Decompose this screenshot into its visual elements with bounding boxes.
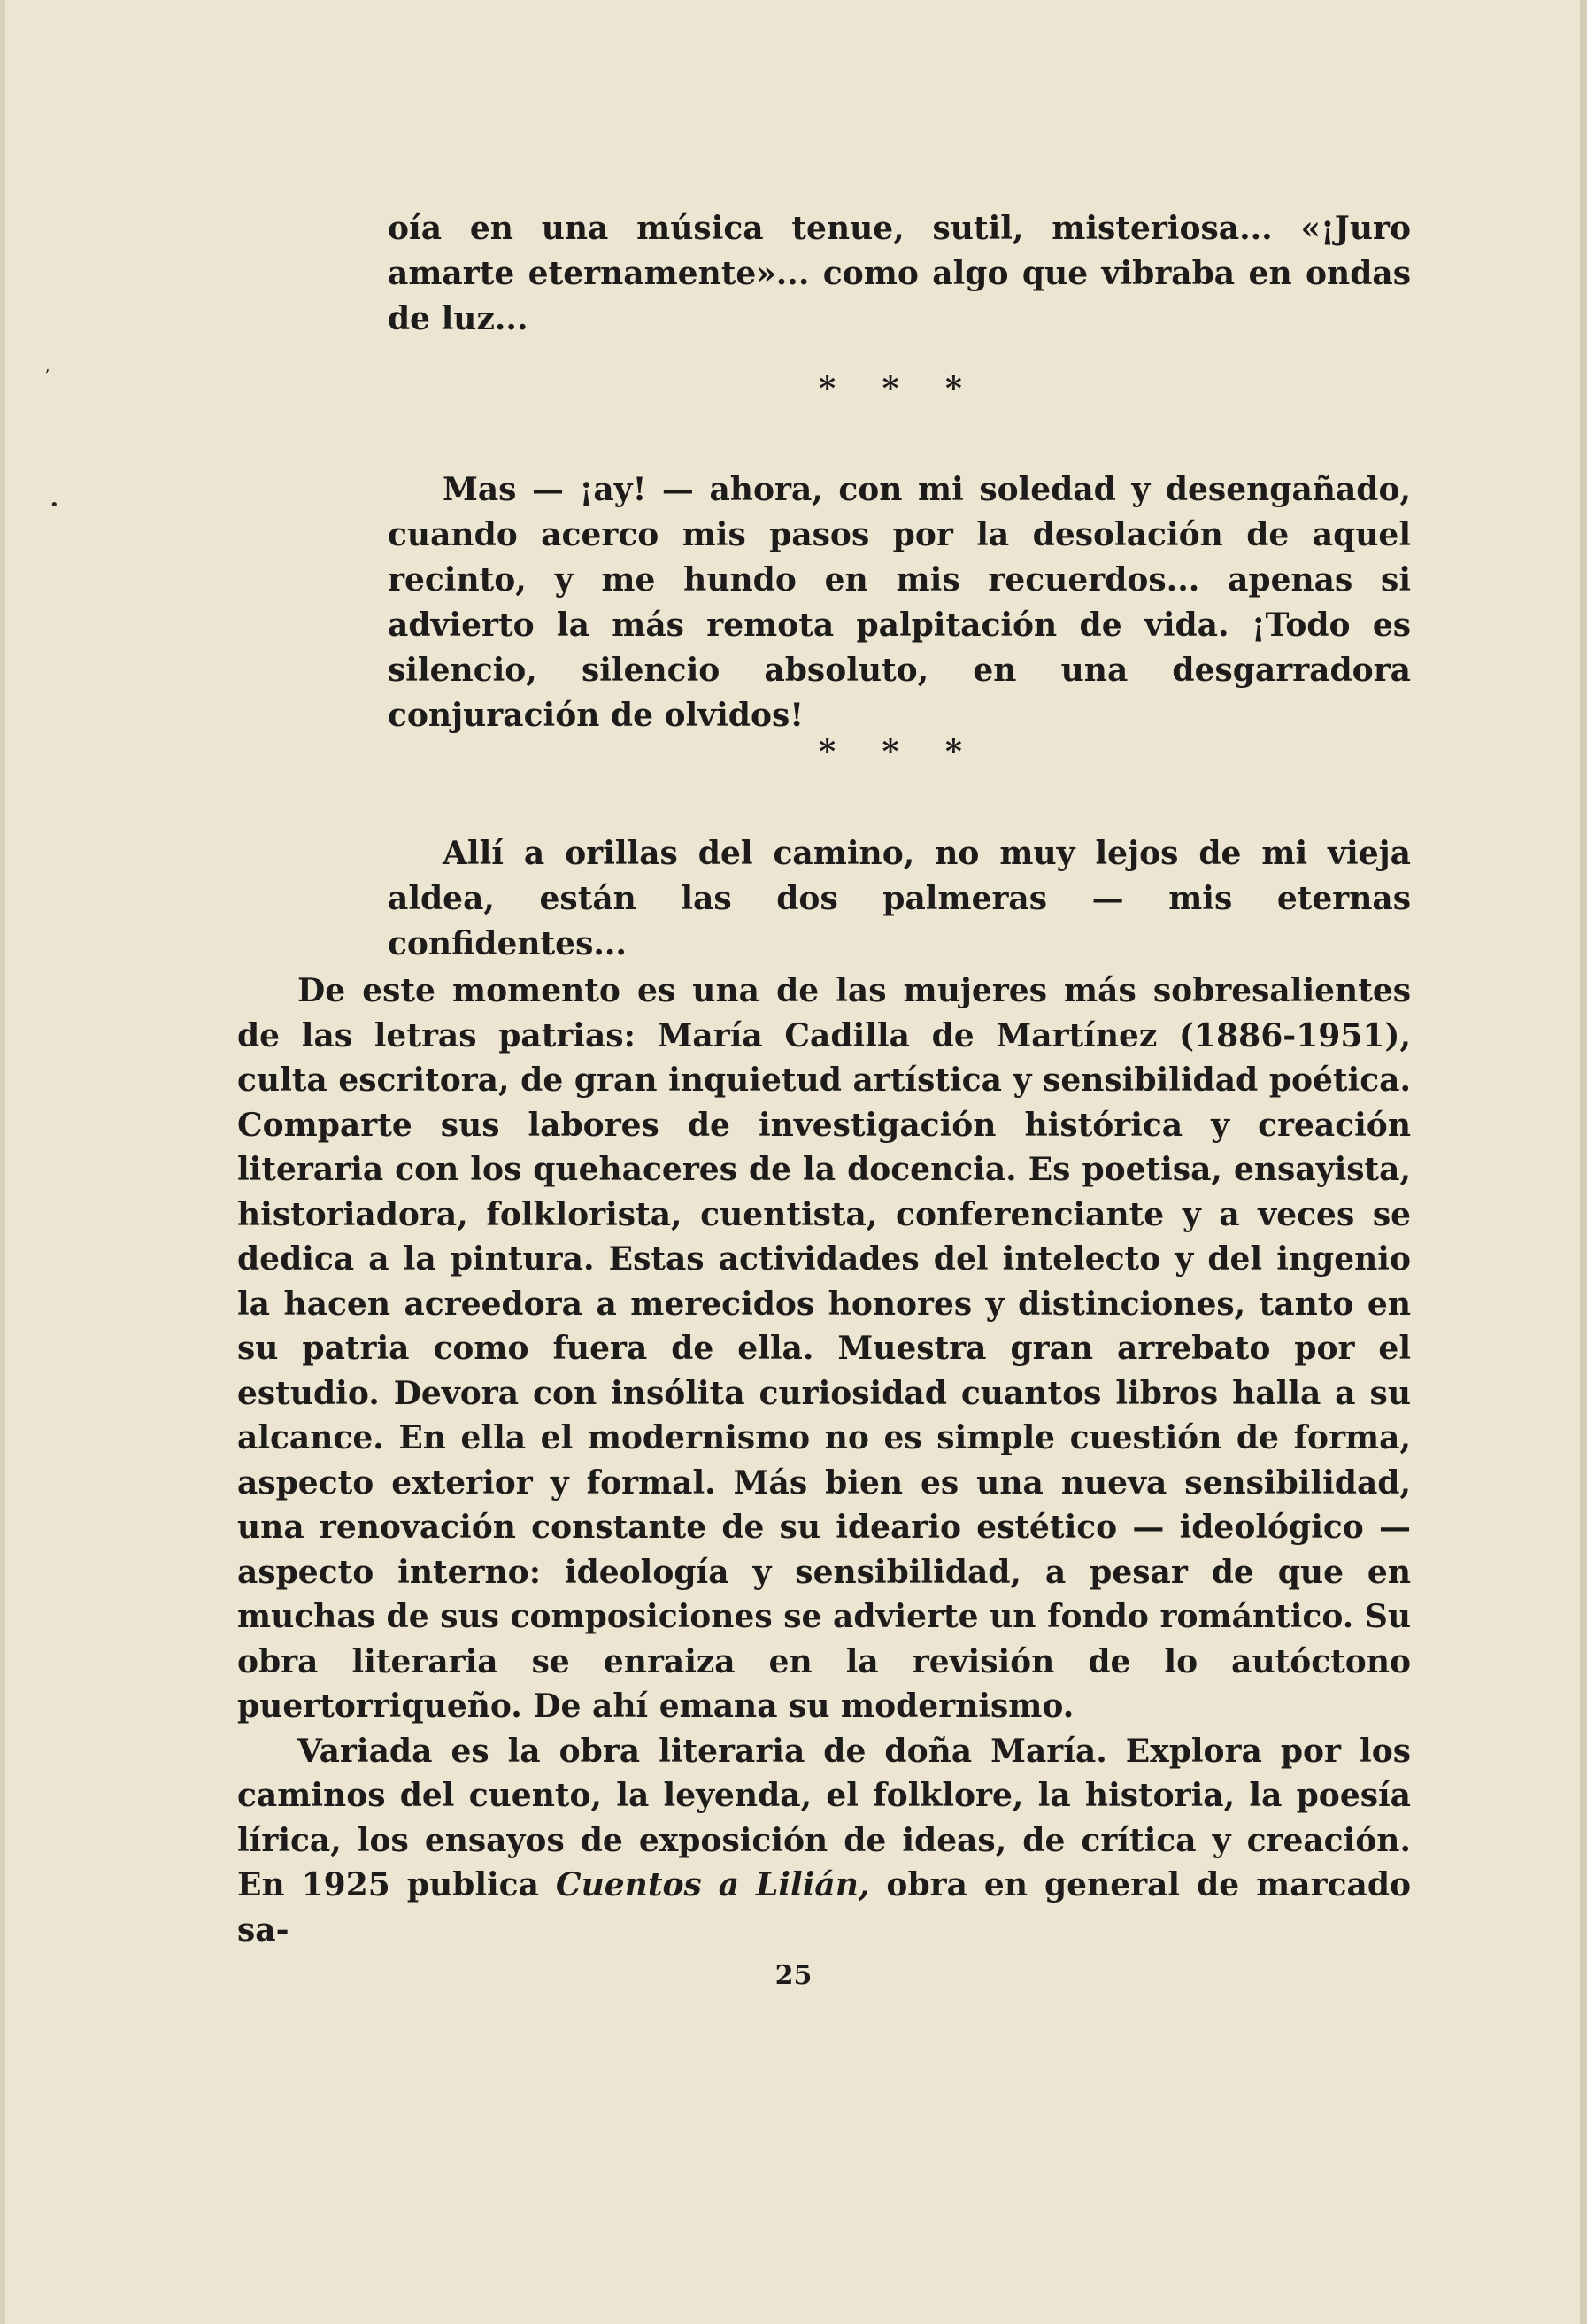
quote-middle-text: Mas — ¡ay! — ahora, con mi soledad y desengañado, cuando acerco mis pasos por la desolación de aquel recinto, y me hundo en mis recuerdos... apenas si advierto la más remota palpitación de vida. ¡Todo es silencio, silencio absoluto, en una desgarradora conjuración de olvidos!	[388, 471, 1411, 734]
margin-mark: ʼ	[44, 367, 50, 385]
quote-intro	[388, 206, 1411, 342]
paragraph: De este momento es una de las mujeres más sobresalientes de las letras patrias: María Cadilla de Martínez (1886-1951), culta escritora, de gran inquietud artística y sensibilidad poética. Comparte sus labores de investigación histórica y creación literaria con los quehaceres de la docencia. Es poetisa, ensayista, historiadora, folklorista, cuentista, conferenciante y a veces se dedica a la pintura. Estas actividades del intelecto y del ingenio la hacen acreedora a merecidos honores y distinciones, tanto en su patria como fuera de ella. Muestra gran arrebato por el estudio. Devora con insólita curiosidad cuantos libros halla a su alcance. En ella el modernismo no es simple cuestión de forma, aspecto exterior y formal. Más bien es una nueva sensibilidad, una renovación constante de su ideario estético — ideológico — aspecto interno: ideología y sensibilidad, a pesar de que en muchas de sus composiciones se advierte un fondo romántico. Su obra literaria se enraiza en la revisión de lo autóctono puertorriqueño. De ahí emana su modernismo.	[237, 972, 1411, 1725]
section-separator: * * *	[819, 370, 980, 407]
paragraph-text: Variada es la obra literaria de doña María. Explora por los caminos del cuento, la leyenda, el folklore, la historia, la poesía lírica, los ensayos de exposición de ideas, de crítica y creación. En 1925 publica	[237, 1732, 1411, 1903]
paragraph-text: obra en general de marcado sa-	[237, 1866, 1411, 1949]
book-title: Cuentos a Lilián,	[555, 1866, 870, 1903]
section-separator: * * *	[819, 733, 980, 770]
paragraph	[237, 1729, 1411, 1953]
margin-mark: •	[50, 496, 59, 514]
page-number: 25	[774, 1960, 813, 1991]
quote-end	[388, 831, 1411, 967]
quote-intro-text: oía en una música tenue, sutil, misteriosa... «¡Juro amarte eternamente»... como algo que vibraba en ondas de luz...	[388, 210, 1411, 337]
quote-middle	[388, 467, 1411, 738]
quote-end-text: Allí a orillas del camino, no muy lejos de mi vieja aldea, están las dos palmeras — mis eternas confidentes...	[388, 835, 1411, 962]
body-text	[237, 969, 1411, 1952]
